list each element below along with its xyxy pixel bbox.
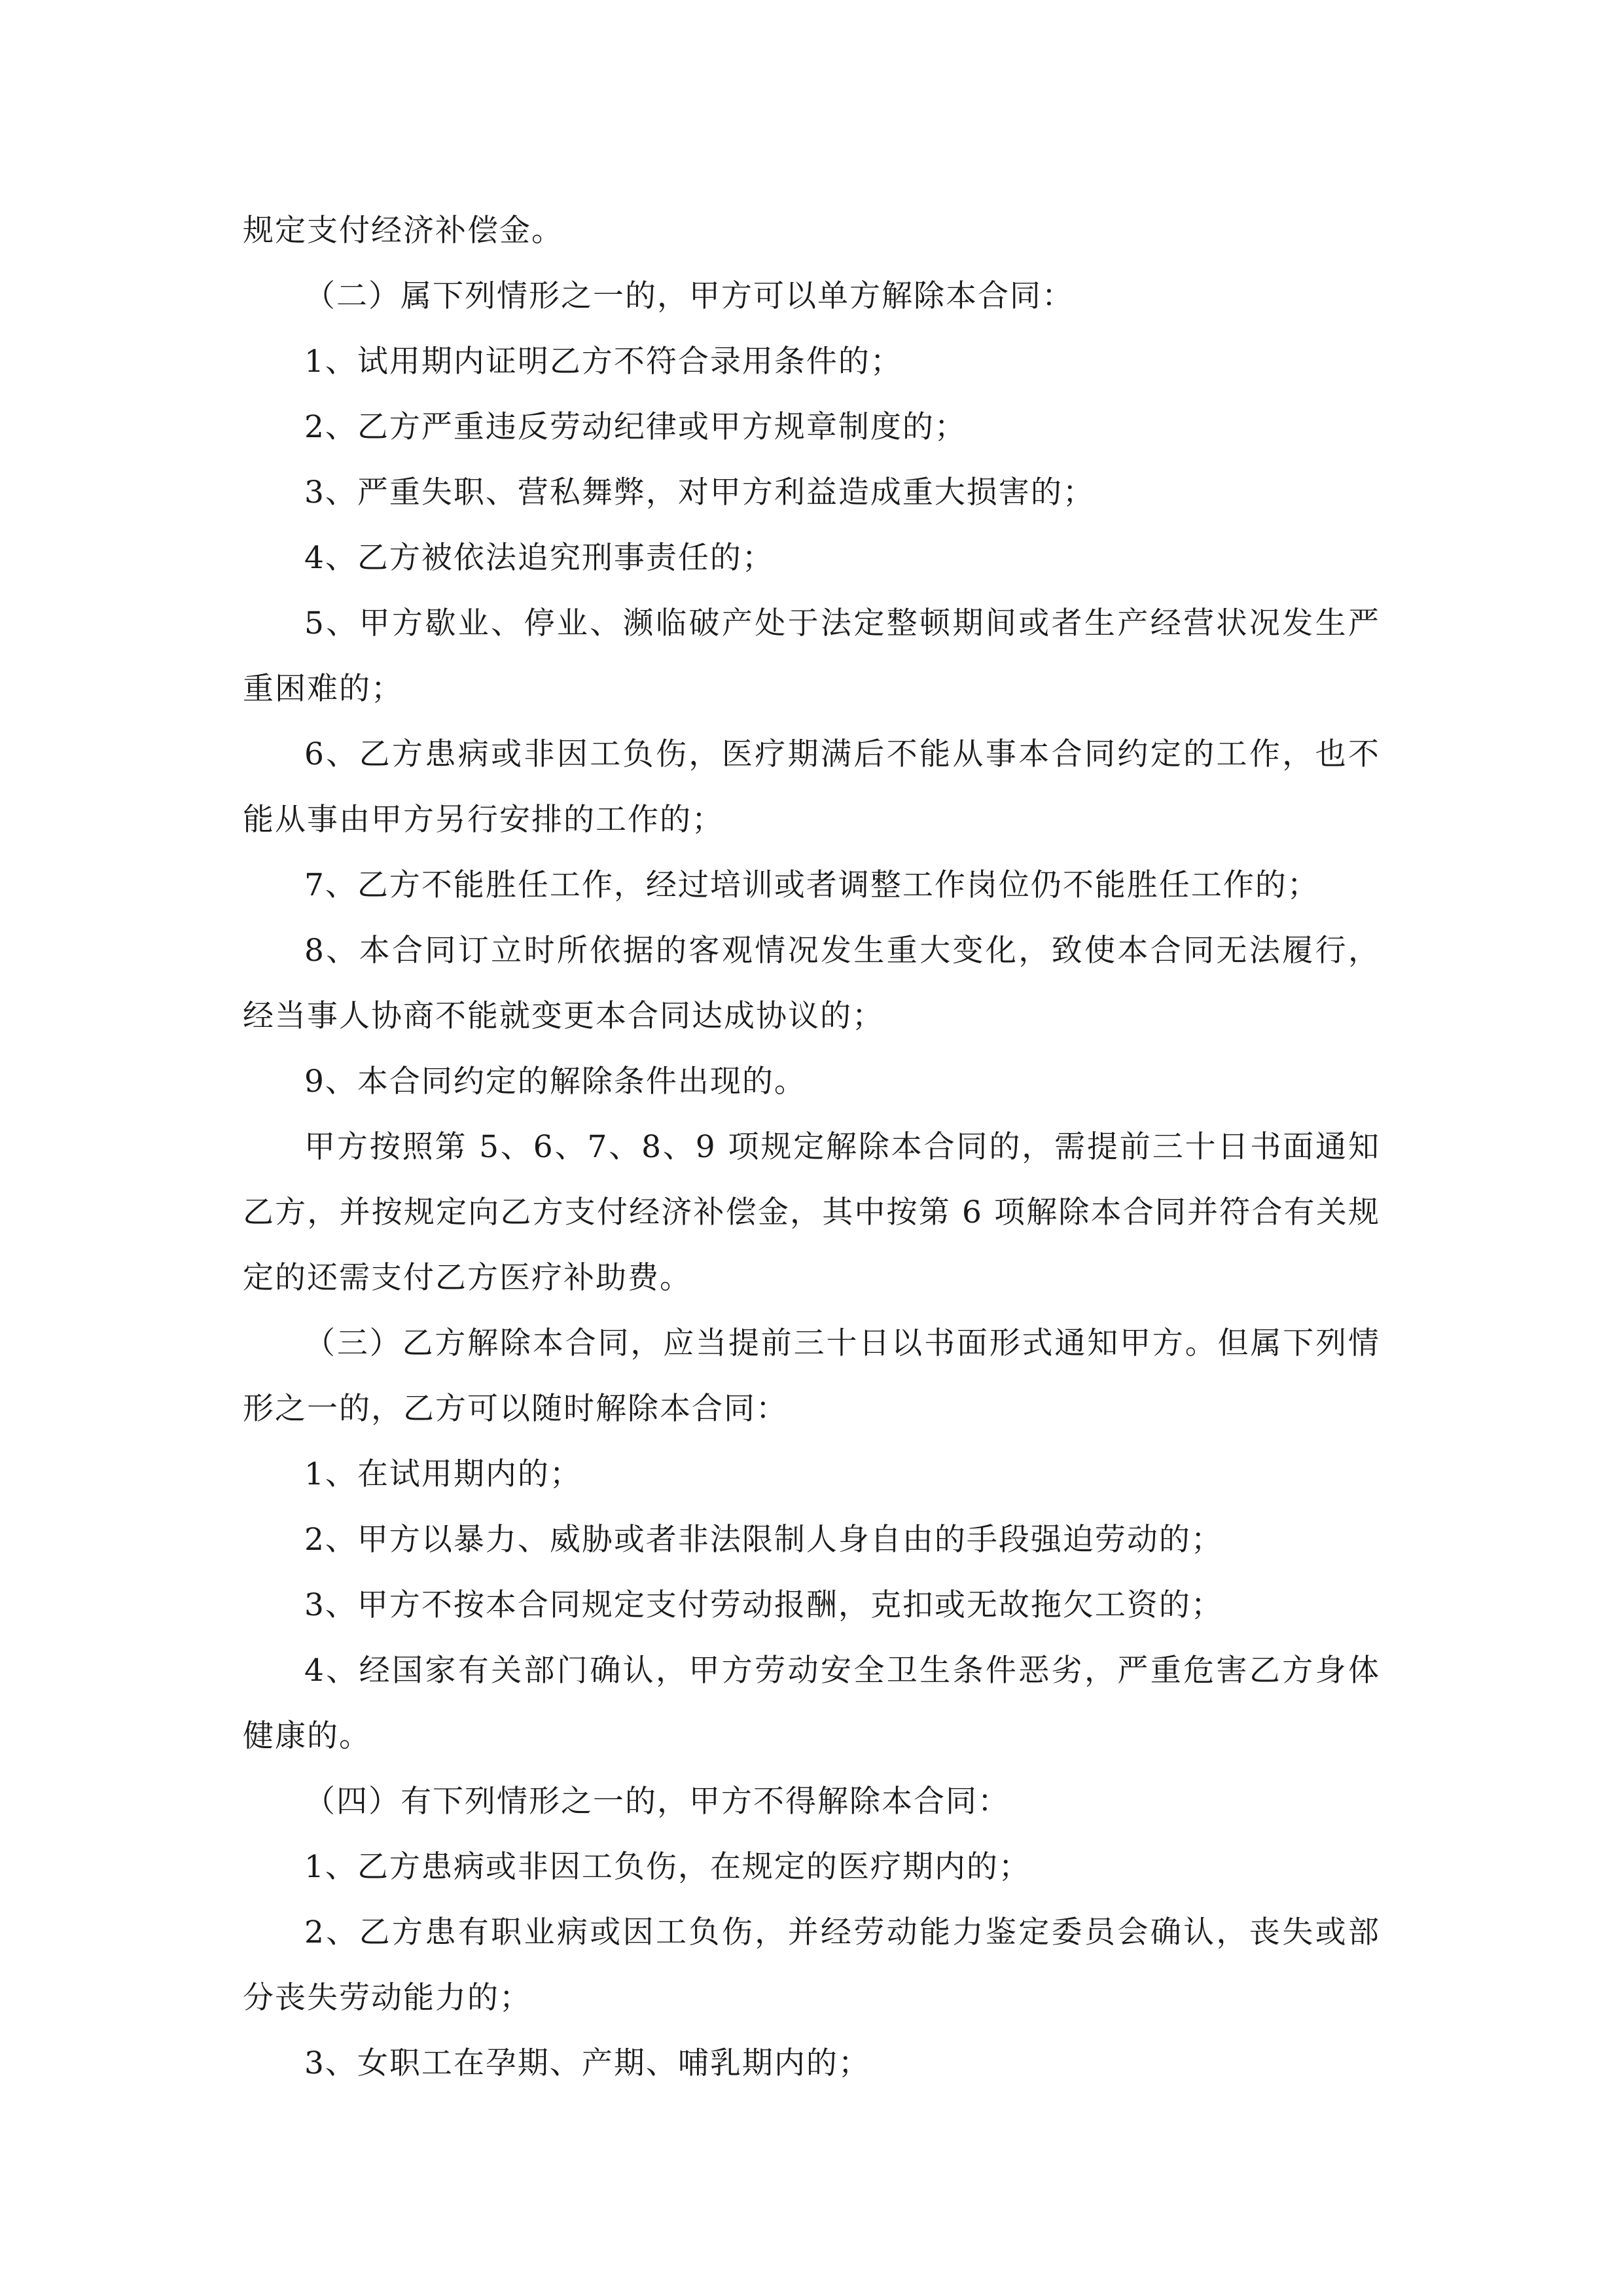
- paragraph: （二）属下列情形之一的，甲方可以单方解除本合同：: [304, 278, 1074, 314]
- list-item: 7、乙方不能胜任工作，经过培训或者调整工作岗位仍不能胜任工作的；: [304, 867, 1319, 903]
- list-item: 1、乙方患病或非因工负伤，在规定的医疗期内的；: [304, 1849, 1031, 1885]
- list-item: 4、经国家有关部门确认，甲方劳动安全卫生条件恶劣，严重危害乙方身体健康的。: [243, 1653, 1380, 1754]
- list-item: 3、甲方不按本合同规定支付劳动报酬，克扣或无故拖欠工资的；: [304, 1587, 1223, 1623]
- list-item: 4、乙方被依法追究刑事责任的；: [304, 540, 774, 576]
- list-item: 1、试用期内证明乙方不符合录用条件的；: [304, 344, 902, 380]
- list-item: 2、甲方以暴力、威胁或者非法限制人身自由的手段强迫劳动的；: [304, 1522, 1223, 1558]
- list-item: 8、本合同订立时所依据的客观情况发生重大变化，致使本合同无法履行，经当事人协商不能就变更本合同达成协议的；: [243, 933, 1380, 1034]
- list-item: 1、在试用期内的；: [304, 1456, 582, 1492]
- paragraph: （三）乙方解除本合同，应当提前三十日以书面形式通知甲方。但属下列情形之一的，乙方可以随时解除本合同：: [243, 1325, 1380, 1427]
- list-item: 2、乙方患有职业病或因工负伤，并经劳动能力鉴定委员会确认，丧失或部分丧失劳动能力的；: [243, 1914, 1380, 2016]
- list-item: 2、乙方严重违反劳动纪律或甲方规章制度的；: [304, 409, 967, 445]
- paragraph: 规定支付经济补偿金。: [243, 213, 563, 249]
- list-item: 6、乙方患病或非因工负伤，医疗期满后不能从事本合同约定的工作，也不能从事由甲方另行安排的工作的；: [243, 736, 1380, 838]
- list-item: 3、严重失职、营私舞弊，对甲方利益造成重大损害的；: [304, 475, 1095, 511]
- list-item: 9、本合同约定的解除条件出现的。: [304, 1064, 806, 1100]
- list-item: 3、女职工在孕期、产期、哺乳期内的；: [304, 2045, 870, 2081]
- paragraph: 甲方按照第 5、6、7、8、9 项规定解除本合同的，需提前三十日书面通知乙方，并按规定向乙方支付经济补偿金，其中按第 6 项解除本合同并符合有关规定的还需支付乙方医疗补助费。: [243, 1129, 1380, 1296]
- paragraph: （四）有下列情形之一的，甲方不得解除本合同：: [304, 1784, 1010, 1820]
- list-item: 5、甲方歇业、停业、濒临破产处于法定整顿期间或者生产经营状况发生严重困难的；: [243, 605, 1380, 707]
- document-body: [243, 198, 1380, 2096]
